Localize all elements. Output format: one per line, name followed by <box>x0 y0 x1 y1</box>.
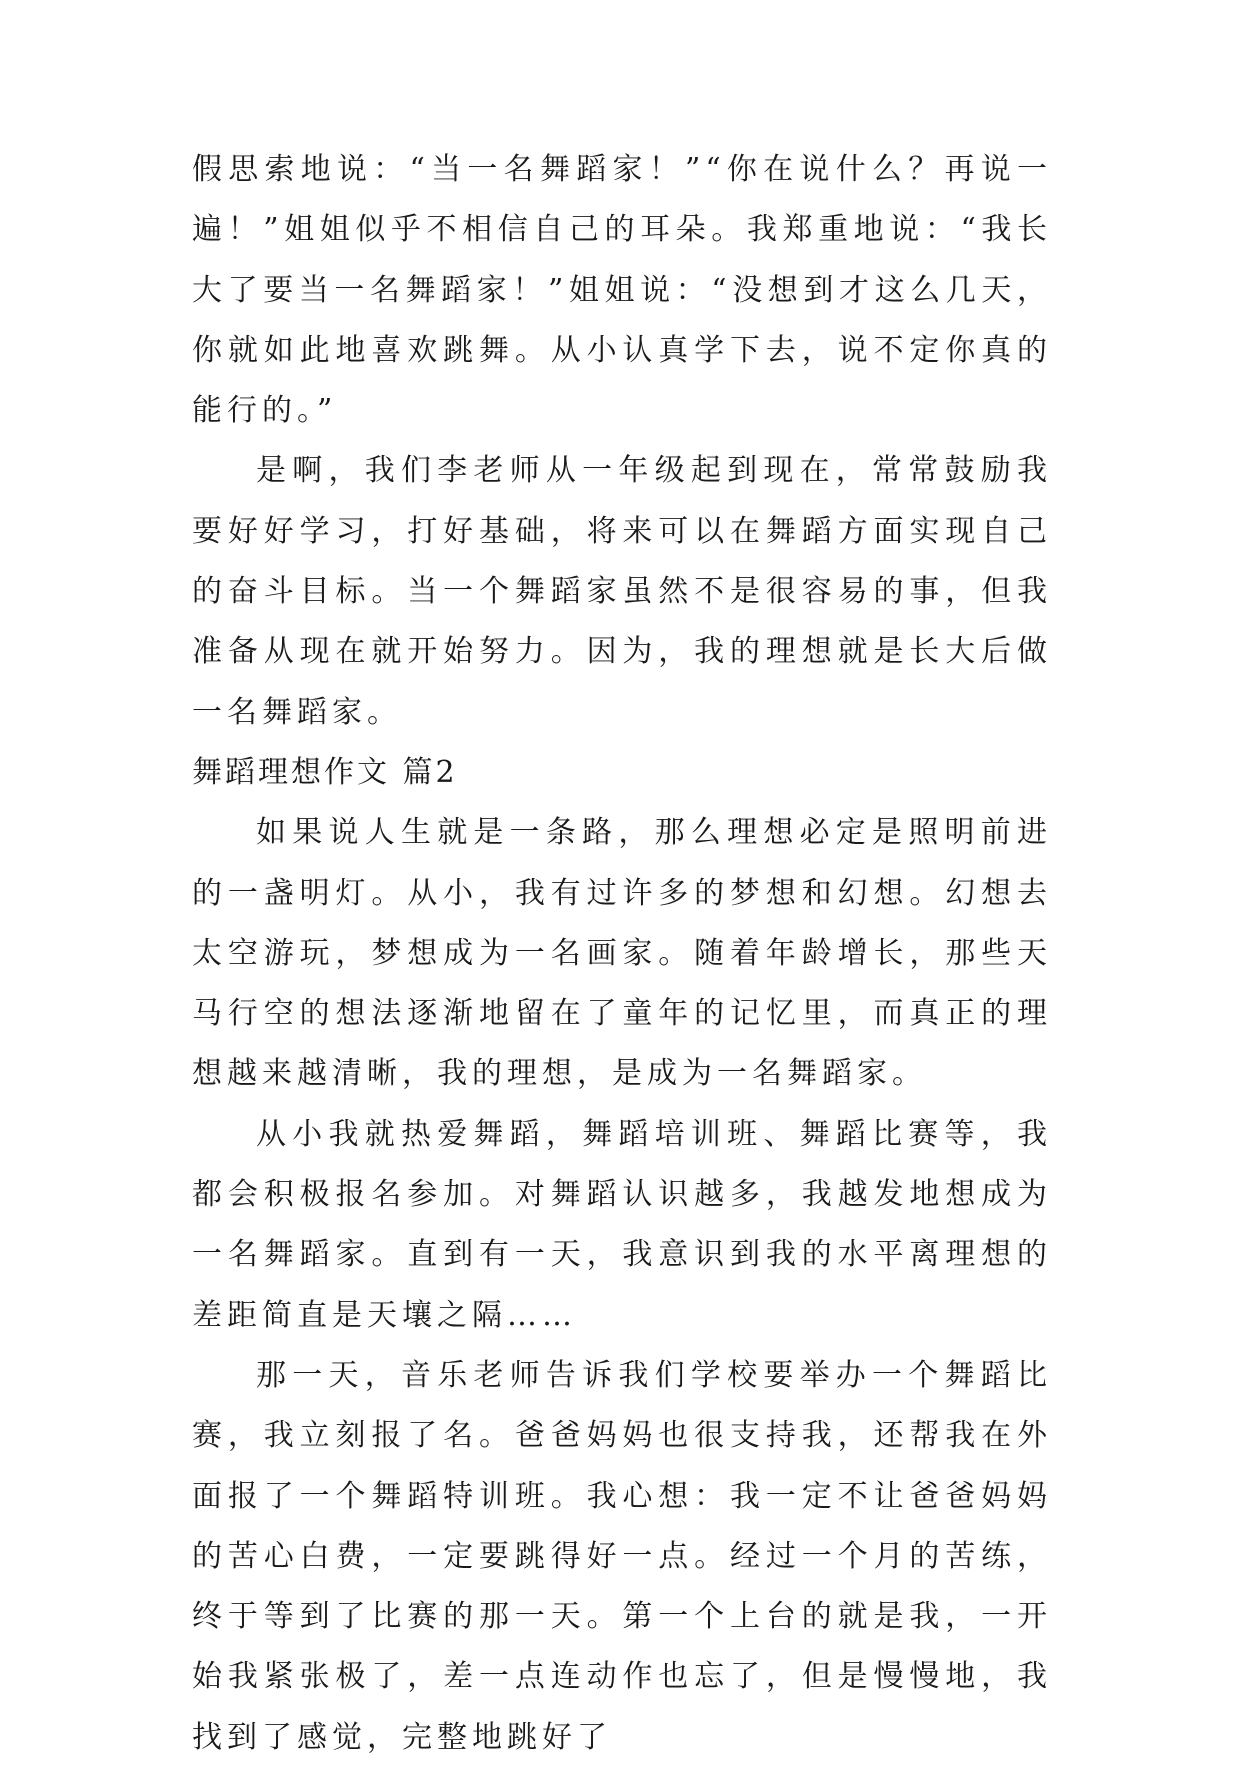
paragraph-5: 那一天，音乐老师告诉我们学校要举办一个舞蹈比赛，我立刻报了名。爸爸妈妈也很支持我，还帮我在外面报了一个舞蹈特训班。我心想：我一定不让爸爸妈妈的苦心白费，一定要跳得好一点。经过一个月的苦练，终于等到了比赛的那一天。第一个上台的就是我，一开始我紧张极了，差一点连动作也忘了，但是慢慢地，我找到了感觉，完整地跳好了 <box>192 1357 1052 1755</box>
document-page <box>192 140 1052 1768</box>
paragraph-3: 如果说人生就是一条路，那么理想必定是照明前进的一盏明灯。从小，我有过许多的梦想和幻想。幻想去太空游玩，梦想成为一名画家。随着年龄增长，那些天马行空的想法逐渐地留在了童年的记忆里，而真正的理想越来越清晰，我的理想，是成为一名舞蹈家。 <box>192 815 1052 1092</box>
paragraph-1: 假思索地说：“当一名舞蹈家！”“你在说什么？再说一遍！”姐姐似乎不相信自己的耳朵。我郑重地说：“我长大了要当一名舞蹈家！”姐姐说：“没想到才这么几天，你就如此地喜欢跳舞。从小认真学下去，说不定你真的能行的。” <box>192 152 1052 429</box>
paragraph-4: 从小我就热爱舞蹈，舞蹈培训班、舞蹈比赛等，我都会积极报名参加。对舞蹈认识越多，我越发地想成为一名舞蹈家。直到有一天，我意识到我的水平离理想的差距简直是天壤之隔…… <box>192 1116 1052 1333</box>
paragraph-2: 是啊，我们李老师从一年级起到现在，常常鼓励我要好好学习，打好基础，将来可以在舞蹈方面实现自己的奋斗目标。当一个舞蹈家虽然不是很容易的事，但我准备从现在就开始努力。因为，我的理想就是长大后做一名舞蹈家。 <box>192 453 1052 730</box>
section-heading: 舞蹈理想作文 篇2 <box>192 754 458 790</box>
